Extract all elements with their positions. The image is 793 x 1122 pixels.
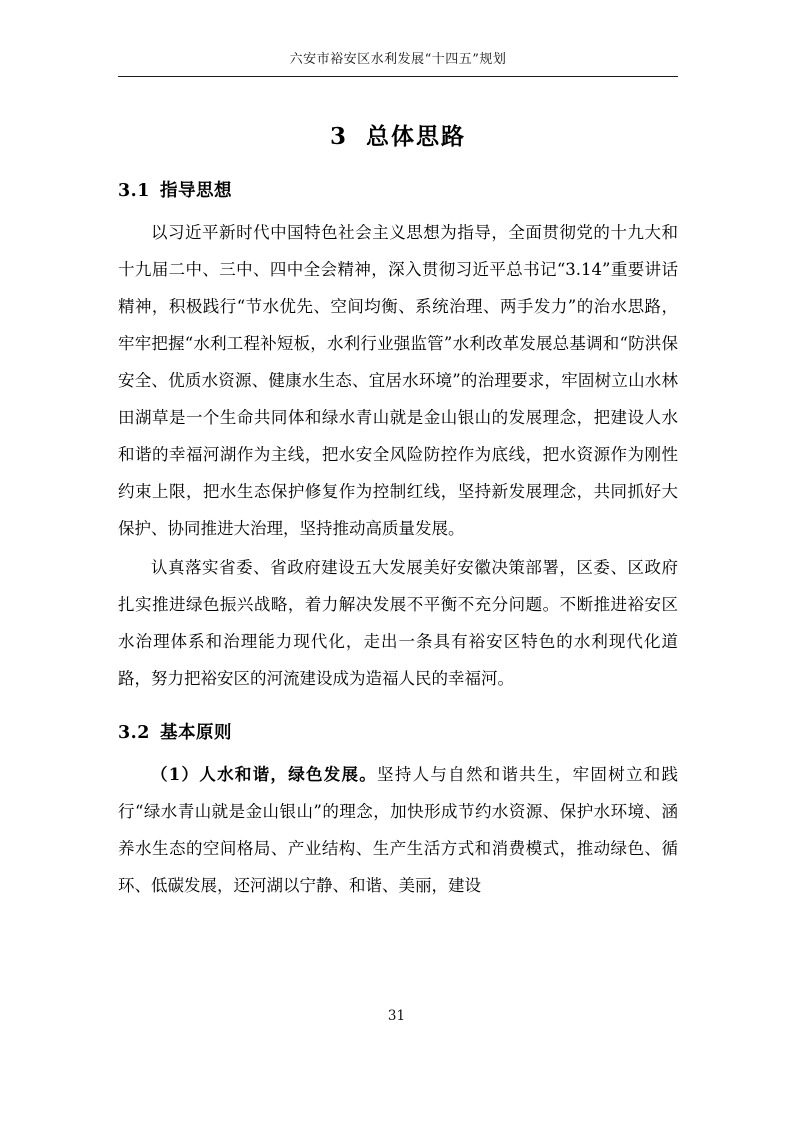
section-title-3-2: 基本原则 <box>159 723 232 743</box>
page-content <box>118 100 678 906</box>
section-title-3-1: 指导思想 <box>159 181 232 201</box>
page-number: 31 <box>387 1008 406 1024</box>
section-number-3-2: 3.2 <box>118 723 150 743</box>
section-heading-3-2 <box>118 719 678 744</box>
paragraph-rest: 坚持人与自然和谐共生，牢固树立和践行“绿水青山就是金山银山”的理念，加快形成节约水资源、保护水环境、涵养水生态的空间格局、产业结构、生产生活方式和消费模式，推动绿色、循环、低碳发展，还河湖以宁静、和谐、美丽，建设 <box>118 765 679 895</box>
chapter-number: 3 <box>329 123 348 150</box>
section-heading-3-1 <box>118 177 678 202</box>
paragraph: 以习近平新时代中国特色社会主义思想为指导，全面贯彻党的十九大和十九届二中、三中、四中全会精神，深入贯彻习近平总书记“3.14”重要讲话精神，积极践行“节水优先、空间均衡、系统治理、两手发力”的治水思路，牢牢把握“水利工程补短板，水利行业强监管”水利改革发展总基调和“防洪保安全、优质水资源、健康水生态、宜居水环境”的治理要求，牢固树立山水林田湖草是一个生命共同体和绿水青山就是金山银山的发展理念，把建设人水和谐的幸福河湖作为主线，把水安全风险防控作为底线，把水资源作为刚性约束上限，把水生态保护修复作为控制红线，坚持新发展理念，共同抓好大保护、协同推进大治理，坚持推动高质量发展。 <box>118 223 678 538</box>
header-divider <box>118 76 678 77</box>
paragraph <box>118 756 678 904</box>
section-number-3-1: 3.1 <box>118 181 150 201</box>
chapter-title-text: 总体思路 <box>366 123 466 150</box>
page-header: 六安市裕安区水利发展“十四五”规划 <box>289 52 507 67</box>
paragraph: 认真落实省委、省政府建设五大发展美好安徽决策部署，区委、区政府扎实推进绿色振兴战略，着力解决发展不平衡不充分问题。不断推进裕安区水治理体系和治理能力现代化，走出一条具有裕安区特色的水利现代化道路，努力把裕安区的河流建设成为造福人民的幸福河。 <box>118 558 678 688</box>
chapter-heading <box>118 118 678 151</box>
paragraph-lead-bold: （1）人水和谐，绿色发展。 <box>151 765 378 784</box>
